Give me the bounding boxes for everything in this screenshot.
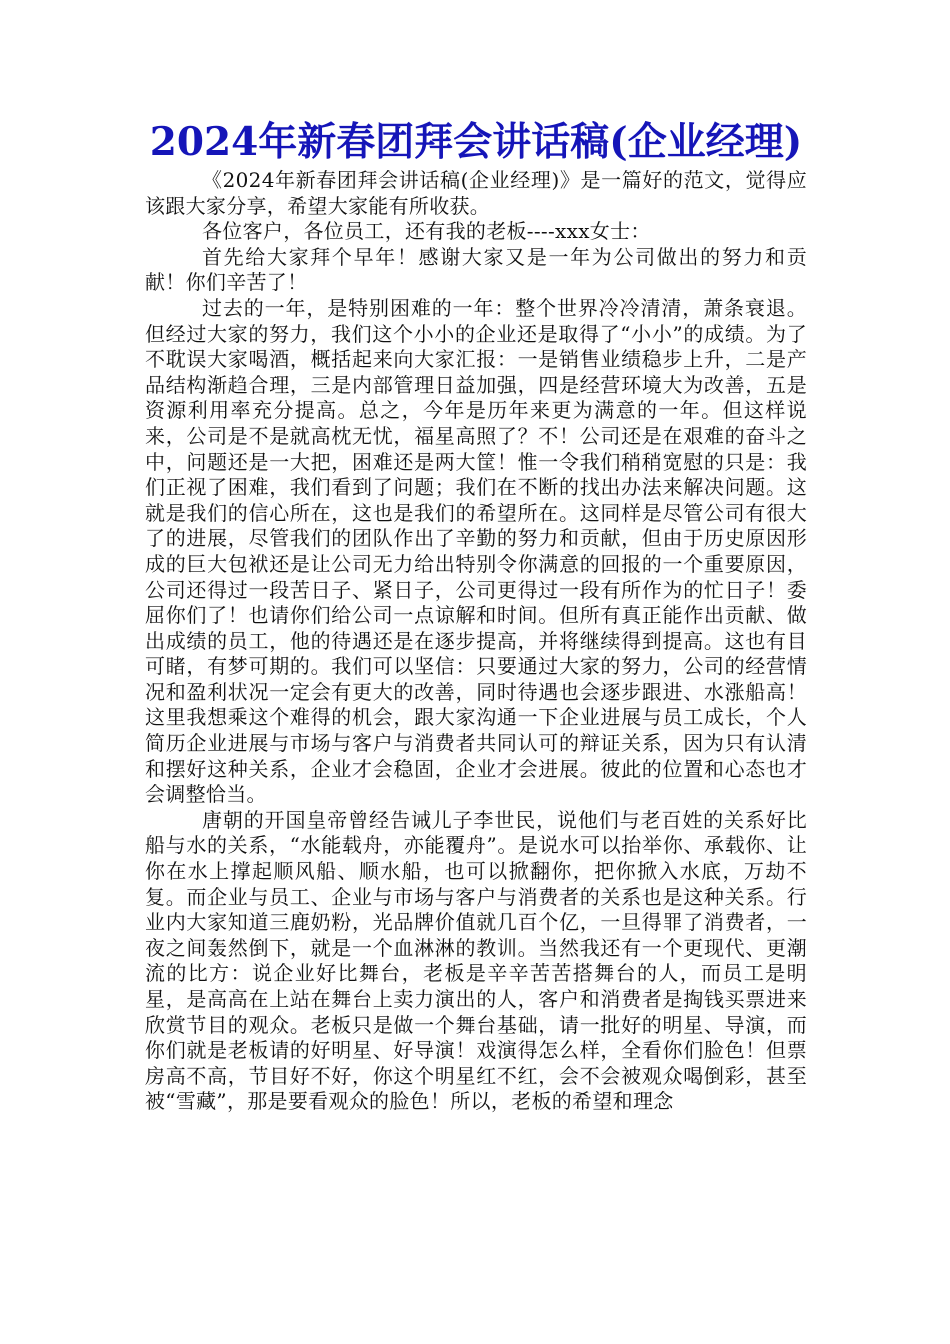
review-paragraph: 过去的一年，是特别困难的一年：整个世界冷冷清清，萧条衰退。但经过大家的努力，我们这个小小的企业还是取得了“小小”的成绩。为了不耽误大家喝酒，概括起来向大家汇报：一是销售业绩稳步上升，二是产品结构渐趋合理，三是内部管理日益加强，四是经营环境大为改善，五是资源利用率充分提高。总之，今年是历年来更为满意的一年。但这样说来，公司是不是就高枕无忧，福星高照了？不！公司还是在艰难的奋斗之中，问题还是一大把，困难还是两大筐！惟一令我们稍稍宽慰的只是：我们正视了困难，我们看到了问题；我们在不断的找出办法来解决问题。这就是我们的信心所在，这也是我们的希望所在。这同样是尽管公司有很大了的进展，尽管我们的团队作出了辛勤的努力和贡献，但由于历史原因形成的巨大包袱还是让公司无力给出特别令你满意的回报的一个重要原因，公司还得过一段苦日子、紧日子，公司更得过一段有所作为的忙日子！委屈你们了！也请你们给公司一点谅解和时间。但所有真正能作出贡献、做出成绩的员工，他的待遇还是在逐步提高，并将继续得到提高。这也有目可睹，有梦可期的。我们可以坚信：只要通过大家的努力，公司的经营情况和盈利状况一定会有更大的改善，同时待遇也会逐步跟进、水涨船高！这里我想乘这个难得的机会，跟大家沟通一下企业进展与员工成长，个人简历企业进展与市场与客户与消费者共同认可的辩证关系，因为只有认清和摆好这种关系，企业才会稳固，企业才会进展。彼此的位置和心态也才会调整恰当。 [145, 295, 807, 807]
document-page [145, 118, 807, 1115]
greeting-paragraph: 首先给大家拜个早年！感谢大家又是一年为公司做出的努力和贡献！你们辛苦了！ [145, 244, 807, 295]
document-body [145, 168, 807, 1115]
salutation-paragraph: 各位客户，各位员工，还有我的老板----xxx女士： [202, 219, 651, 244]
document-title: 2024年新春团拜会讲话稿(企业经理) [149, 119, 803, 165]
analogy-paragraph: 唐朝的开国皇帝曾经告诫儿子李世民，说他们与老百姓的关系好比船与水的关系，“水能载舟，亦能覆舟”。是说水可以抬举你、承载你、让你在水上撑起顺风船、顺水船，也可以掀翻你，把你掀入水底，万劫不复。而企业与员工、企业与市场与客户与消费者的关系也是这种关系。行业内大家知道三鹿奶粉，光品牌价值就几百个亿，一旦得罪了消费者，一夜之间轰然倒下，就是一个血淋淋的教训。当然我还有一个更现代、更潮流的比方：说企业好比舞台，老板是辛辛苦苦搭舞台的人，而员工是明星，是高高在上站在舞台上卖力演出的人，客户和消费者是掏钱买票进来欣赏节目的观众。老板只是做一个舞台基础，请一批好的明星、导演，而你们就是老板请的好明星、好导演！戏演得怎么样，全看你们脸色！但票房高不高，节目好不好，你这个明星红不红，会不会被观众喝倒彩，甚至被“雪藏”，那是要看观众的脸色！所以，老板的希望和理念 [145, 807, 807, 1114]
intro-paragraph: 《2024年新春团拜会讲话稿(企业经理)》是一篇好的范文，觉得应该跟大家分享，希望大家能有所收获。 [145, 168, 807, 218]
